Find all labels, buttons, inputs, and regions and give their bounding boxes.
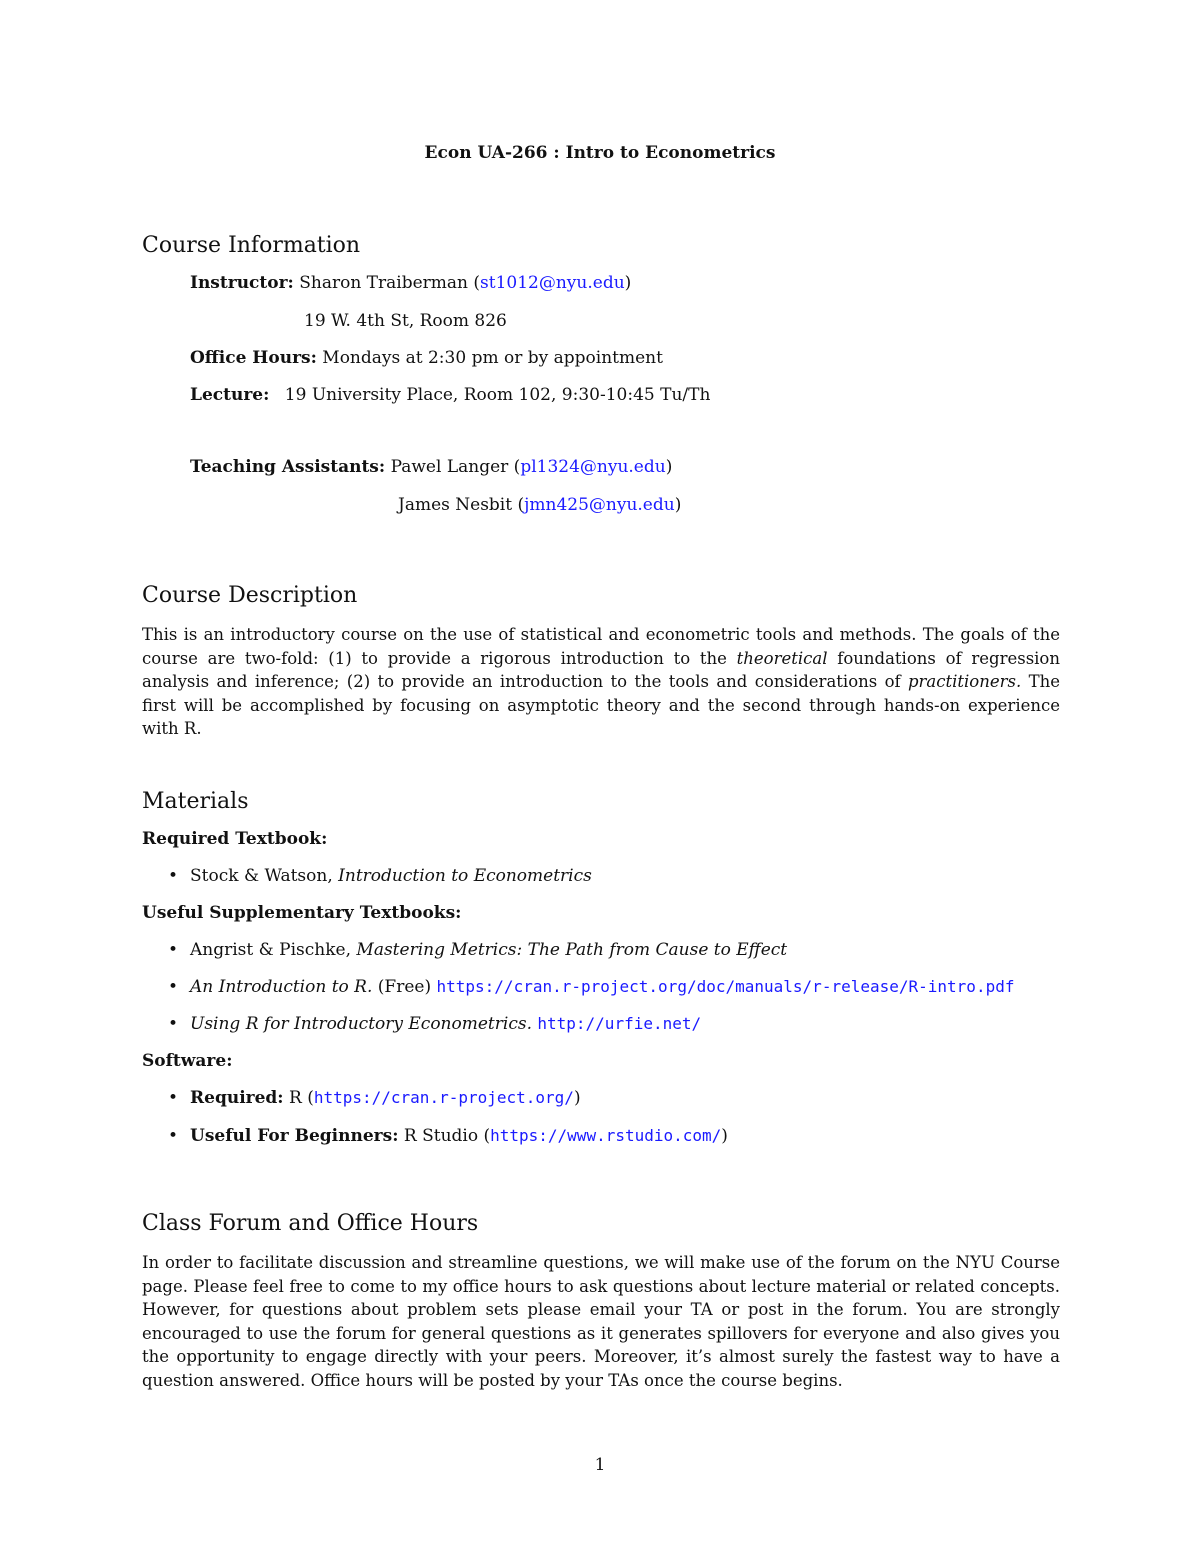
forum-heading: Class Forum and Office Hours xyxy=(142,1211,479,1236)
instructor-line xyxy=(190,273,631,293)
ta2-close-paren: ) xyxy=(674,495,682,515)
course-description-paragraph xyxy=(142,623,1060,741)
sw1-name: R ( xyxy=(283,1088,314,1108)
bullet-icon: • xyxy=(168,866,179,886)
ta-line-1 xyxy=(190,457,672,477)
ta-line-2 xyxy=(398,495,681,515)
sw1-close-paren: ) xyxy=(573,1088,581,1108)
instructor-name: Sharon Traiberman ( xyxy=(299,273,481,293)
required-textbook-label: Required Textbook: xyxy=(142,829,328,849)
course-description-text-3: The first will be accomplished by focusing on asymptotic theory and the second through hands-on experience with R. xyxy=(142,672,1060,739)
software-label: Software: xyxy=(142,1051,233,1071)
sw2-url-link[interactable]: https://www.rstudio.com/ xyxy=(490,1126,722,1145)
supplementary-textbooks-label: Useful Supplementary Textbooks: xyxy=(142,903,462,923)
materials-heading: Materials xyxy=(142,789,249,814)
course-information-heading: Course Information xyxy=(142,233,361,258)
sw2-close-paren: ) xyxy=(721,1126,728,1146)
ta2-email-link[interactable]: jmn425@nyu.edu xyxy=(524,495,675,515)
supp1-author: Angrist & Pischke, xyxy=(190,940,357,960)
instructor-label: Instructor: xyxy=(190,273,294,293)
sw2-label: Useful For Beginners: xyxy=(190,1126,399,1146)
instructor-address: 19 W. 4th St, Room 826 xyxy=(304,311,507,331)
instructor-close-paren: ) xyxy=(624,273,632,293)
course-description-text-2: foundations of regression analysis and inference; (2) to provide an introduction to the tools and considerations of xyxy=(142,648,1060,692)
sw2-name: R Studio ( xyxy=(398,1126,491,1146)
lecture-value: 19 University Place, Room 102, 9:30-10:45 Tu/Th xyxy=(284,385,711,405)
page-number: 1 xyxy=(594,1455,606,1475)
bullet-icon: • xyxy=(168,1126,179,1146)
required-textbook-author: Stock & Watson, xyxy=(190,866,339,886)
instructor-email-link[interactable]: st1012@nyu.edu xyxy=(480,273,625,293)
document-title: Econ UA-266 : Intro to Econometrics xyxy=(424,143,776,163)
course-description-em-2: practitioners. xyxy=(907,672,1022,692)
bullet-icon: • xyxy=(168,977,179,997)
sw1-url-link[interactable]: https://cran.r-project.org/ xyxy=(313,1088,574,1107)
course-description-heading: Course Description xyxy=(142,583,358,608)
supplementary-item-2 xyxy=(190,977,1014,997)
software-item-1 xyxy=(190,1088,581,1108)
supplementary-item-1 xyxy=(190,940,787,960)
supplementary-item-3 xyxy=(190,1014,701,1034)
required-textbook-title: Introduction to Econometrics xyxy=(338,866,592,886)
course-description-em-1: theoretical xyxy=(736,648,828,668)
ta1-close-paren: ) xyxy=(665,457,673,477)
supp2-note: (Free) xyxy=(372,977,437,997)
lecture-line xyxy=(190,385,710,405)
lecture-label: Lecture: xyxy=(190,385,270,405)
supp3-url-link[interactable]: http://urfie.net/ xyxy=(537,1014,702,1033)
sw1-label: Required: xyxy=(190,1088,284,1108)
office-hours-value: Mondays at 2:30 pm or by appointment xyxy=(322,348,663,368)
supp2-title: An Introduction to R. xyxy=(190,977,373,997)
course-description-text-1: This is an introductory course on the use of statistical and econometric tools and methods. The goals of the course are two-fold: (1) to provide a rigorous introduction to the xyxy=(142,625,1060,668)
supp3-title: Using R for Introductory Econometrics. xyxy=(190,1014,532,1034)
bullet-icon: • xyxy=(168,1014,179,1034)
bullet-icon: • xyxy=(168,940,179,960)
supp2-url-link[interactable]: https://cran.r-project.org/doc/manuals/r-release/R-intro.pdf xyxy=(436,977,1015,996)
office-hours-line xyxy=(190,348,663,368)
ta-label: Teaching Assistants: xyxy=(190,457,386,477)
ta1-name: Pawel Langer ( xyxy=(390,457,521,477)
forum-paragraph: In order to facilitate discussion and streamline questions, we will make use of the forum on the NYU Course page. Please feel free to come to my office hours to ask questions about lecture material or related concepts. However, for questions about problem sets please email your TA or post in the forum. You are strongly encouraged to use the forum for general questions as it generates spillovers for everyone and also gives you the opportunity to engage directly with your peers. Moreover, it’s almost surely the fastest way to have a question answered. Office hours will be posted by your TAs once the course begins. xyxy=(142,1253,1060,1390)
ta2-name: James Nesbit ( xyxy=(398,495,525,515)
office-hours-label: Office Hours: xyxy=(190,348,317,368)
ta1-email-link[interactable]: pl1324@nyu.edu xyxy=(520,457,666,477)
supp1-title: Mastering Metrics: The Path from Cause to Effect xyxy=(356,940,788,960)
software-item-2 xyxy=(190,1126,728,1146)
bullet-icon: • xyxy=(168,1088,179,1108)
required-textbook-item xyxy=(190,866,592,886)
